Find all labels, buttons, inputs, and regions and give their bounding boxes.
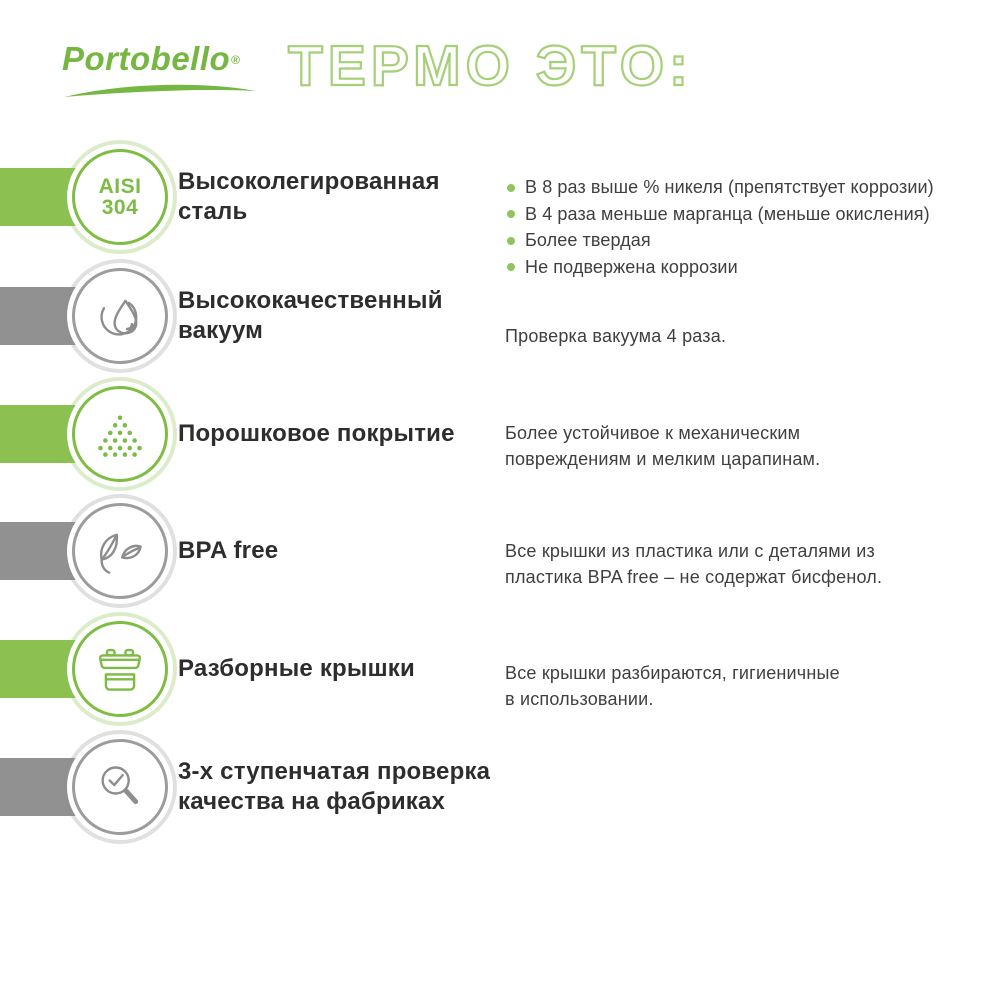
feature-label: Высококачественный вакуум xyxy=(178,287,443,344)
powder-dots-icon xyxy=(94,408,146,460)
aisi-line: AISI xyxy=(98,174,142,198)
feature-row-bpa-free xyxy=(0,492,1000,610)
feature-description: Более устойчивое к механическим повреждениям и мелким царапинам. xyxy=(505,423,821,469)
page-title: ТЕРМО ЭТО: xyxy=(288,34,694,98)
feature-row-lids xyxy=(0,610,1000,728)
aisi-line: 304 xyxy=(101,196,139,219)
feature-description: Проверка вакуума 4 раза. xyxy=(505,326,727,346)
magnifier-check-icon xyxy=(94,761,146,813)
feature-label: BPA free xyxy=(178,537,279,565)
feature-row-steel xyxy=(0,138,1000,277)
water-drop-icon xyxy=(94,290,146,342)
detachable-lid-icon xyxy=(94,643,146,695)
feature-description: Все крышки из пластика или с деталями из пластика BPA free – не содержат бисфенол. xyxy=(505,541,883,587)
feature-label: Высоколегированная сталь xyxy=(178,168,440,225)
feature-label: Порошковое покрытие xyxy=(178,420,455,448)
feature-label: 3-х ступенчатая проверка качества на фабриках xyxy=(178,758,491,815)
leaves-icon xyxy=(94,525,146,577)
logo-swoosh xyxy=(62,82,258,102)
portobello-logo xyxy=(62,40,262,102)
bullet-item: Не подвержена коррозии xyxy=(505,254,993,281)
feature-row-vacuum xyxy=(0,257,1000,375)
feature-label: Разборные крышки xyxy=(178,655,415,683)
feature-row-quality xyxy=(0,728,1000,846)
bullet-item: В 4 раза меньше марганца (меньше окисления) xyxy=(505,201,993,228)
registered-mark: ® xyxy=(231,52,241,67)
bullet-item: Более твердая xyxy=(505,227,993,254)
logo-text: Portobello xyxy=(62,40,231,77)
bullet-item: В 8 раз выше % никеля (препятствует коррозии) xyxy=(505,174,993,201)
feature-row-coating xyxy=(0,375,1000,493)
aisi-304-badge xyxy=(72,149,168,245)
feature-description: Все крышки разбираются, гигиеничные в использовании. xyxy=(505,663,840,709)
